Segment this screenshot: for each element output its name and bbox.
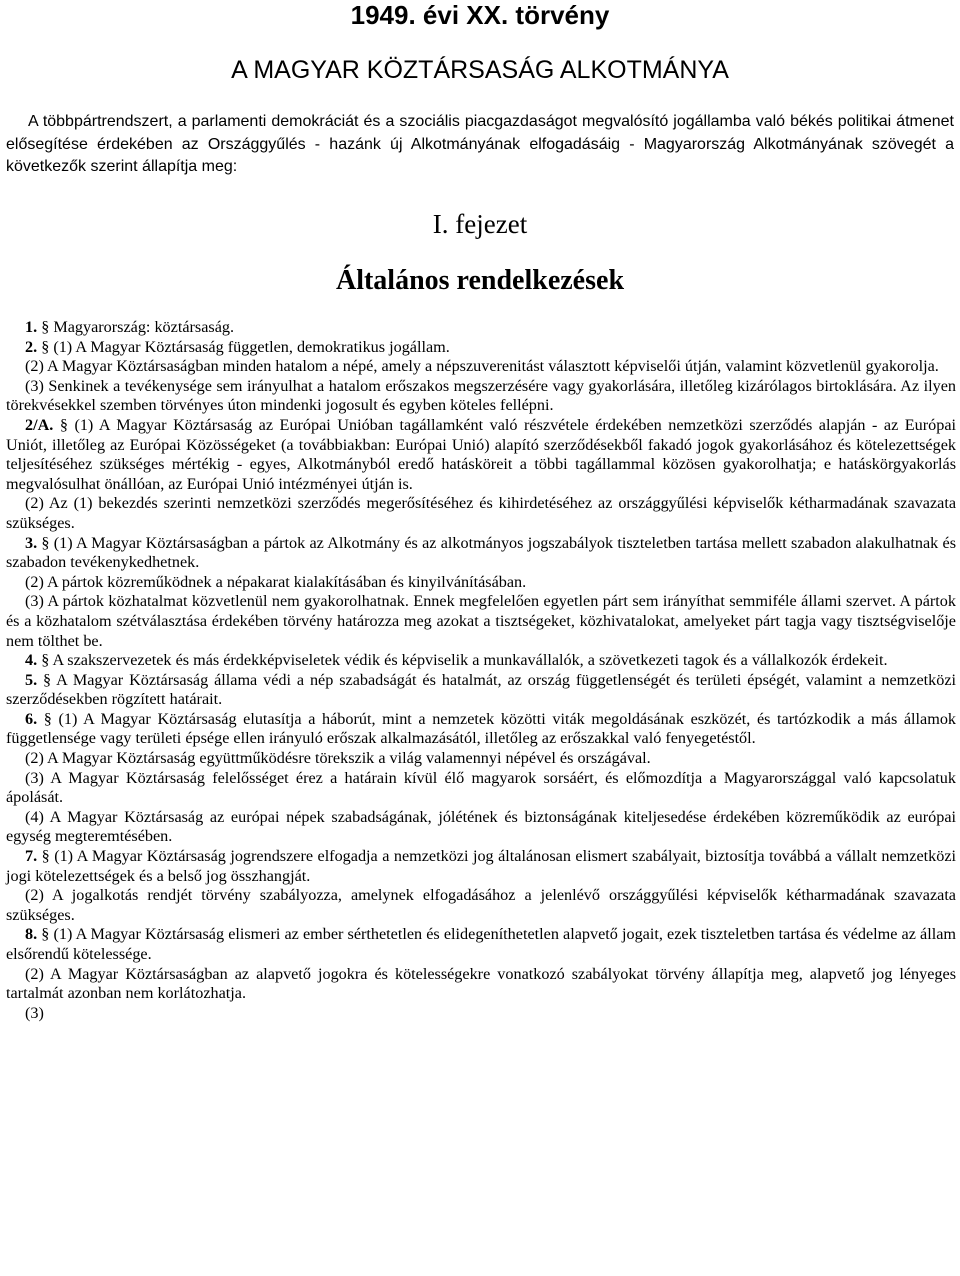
section-paragraph — [6, 338, 956, 358]
paragraph-text: (2) A pártok közreműködnek a népakarat kialakításában és kinyilvánításában. — [25, 572, 527, 591]
section-paragraph — [6, 534, 956, 573]
law-number: 1949. évi XX. törvény — [350, 0, 610, 30]
paragraph-text: Magyarország: köztársaság. — [53, 318, 235, 336]
section-paragraph — [6, 808, 956, 847]
paragraph-text: (1) A Magyar Köztársaság független, demokratikus jogállam. — [53, 337, 450, 356]
paragraph-text: (4) A Magyar Köztársaság az európai népek szabadságának, jólétének és biztonságának kiteljesedése érdekében közreműködik az európai egység megteremtésében. — [6, 807, 956, 846]
paragraph-text: (3) Senkinek a tevékenysége sem irányulhat a hatalom erőszakos megszerzésére vagy gyakorlására, illetőleg kizárólagos birtoklására. Az ilyen törekvésekkel szemben törvényes úton mindenki jogosult és egyben köteles fellépni. — [6, 376, 956, 415]
paragraph-text: (2) A Magyar Köztársaság együttműködésre törekszik a világ valamennyi népével és országával. — [25, 749, 651, 768]
section-sign: § — [41, 651, 50, 670]
section-sign: § — [41, 925, 50, 944]
section-number: 6. — [25, 709, 38, 728]
section-paragraph — [6, 886, 956, 925]
section-sign: § — [43, 670, 52, 689]
section-paragraph — [6, 357, 956, 377]
section-number: 5. — [25, 670, 38, 689]
section-paragraph — [6, 671, 956, 710]
section-sign: § — [41, 318, 50, 336]
chapter-title: Általános rendelkezések — [335, 265, 625, 296]
section-sign: § — [43, 709, 52, 728]
section-paragraph — [6, 494, 956, 533]
preamble: A többpártrendszert, a parlamenti demokráciát és a szociális piacgazdaságot megvalósító jogállamba való békés politikai átmenet elősegítése érdekében az Országgyűlés - hazánk új Alkotmányának elfogadásáig - Magyarország Alkotmányának szövegét a következők szerint állapítja meg: — [6, 113, 954, 175]
section-number: 4. — [25, 651, 38, 670]
section-paragraph — [6, 925, 956, 964]
section-paragraph — [6, 377, 956, 416]
section-paragraph — [6, 847, 956, 886]
section-paragraph — [6, 965, 956, 1004]
section-list — [6, 318, 956, 1023]
section-paragraph — [6, 1004, 956, 1024]
section-paragraph — [6, 318, 956, 338]
section-number: 8. — [25, 925, 38, 944]
section-sign: § — [41, 533, 50, 552]
paragraph-text: (2) A Magyar Köztársaságban minden hatalom a népé, amely a népszuverenitást választott képviselői útján, valamint közvetlenül gyakorolja. — [25, 357, 939, 376]
section-paragraph — [6, 416, 956, 494]
paragraph-text: (1) A Magyar Köztársaság jogrendszere elfogadja a nemzetközi jog általánosan elismert szabályait, biztosítja továbbá a vállalt nemzetközi jogi kötelezettségek és a belső jog összhangját. — [6, 847, 957, 885]
paragraph-text: (2) A jogalkotás rendjét törvény szabályozza, amelynek elfogadásához a jelenlévő országgyűlési képviselők kétharmadának szavazata szükséges. — [6, 886, 956, 924]
paragraph-text: (3) A Magyar Köztársaság felelősséget érez a határain kívül élő magyarok sorsáért, és előmozdítja a Magyarországgal való kapcsolatuk ápolását. — [6, 768, 956, 807]
section-number: 2/A. — [25, 415, 54, 434]
paragraph-text: (2) A Magyar Köztársaságban az alapvető jogokra és kötelességekre vonatkozó szabályokat törvény állapítja meg, alapvető jog lényeges tartalmát azonban nem korlátozhatja. — [6, 964, 956, 1003]
paragraph-text: (3) A pártok közhatalmat közvetlenül nem gyakorolhatnak. Ennek megfelelően egyetlen párt sem irányíthat semmiféle állami szervet. A pártok és a közhatalom szétválasztása érdekében törvény határozza meg azokat a tisztségeket, közhivatalokat, amelyeket párt tagja vagy tisztségviselője nem tölthet be. — [6, 592, 956, 650]
section-sign: § — [41, 847, 50, 866]
paragraph-text: (1) A Magyar Köztársaságban a pártok az Alkotmány és az alkotmányos jogszabályok tiszteletben tartása mellett szabadon alakulhatnak és szabadon tevékenykedhetnek. — [6, 533, 957, 572]
section-number: 2. — [25, 337, 38, 356]
paragraph-text: (2) Az (1) bekezdés szerinti nemzetközi szerződés megerősítéséhez és kihirdetéséhez az országgyűlési képviselők kétharmadának szavazata szükséges. — [6, 494, 956, 532]
section-number: 7. — [25, 847, 38, 866]
section-paragraph — [6, 651, 956, 671]
paragraph-text: (1) A Magyar Köztársaság az Európai Unióban tagállamként való részvétele érdekében nemzetközi szerződés alapján - az Európai Uniót, illetőleg az Európai Közösségeket (a továbbiakban: Európai Unió) alapító szerződésekből fakadó jogok gyakorlásához és kötelezettségek teljesítéséhez szükséges mértékig - egyes, Alkotmányból eredő hatásköreit a többi tagállammal közösen gyakorolhatja; e hatáskörgyakorlás megvalósulhat önállóan, az Európai Unió intézményei útján is. — [6, 415, 957, 493]
section-number: 3. — [25, 533, 38, 552]
section-paragraph — [6, 573, 956, 593]
law-title: A MAGYAR KÖZTÁRSASÁG ALKOTMÁNYA — [231, 56, 729, 84]
section-sign: § — [59, 415, 68, 434]
section-number: 1. — [25, 318, 38, 336]
section-paragraph — [6, 769, 956, 808]
paragraph-text: A szakszervezetek és más érdekképviseletek védik és képviselik a munkavállalók, a szövetkezeti tagok és a vállalkozók érdekeit. — [52, 651, 888, 670]
paragraph-text: (3) — [25, 1003, 44, 1022]
section-sign: § — [41, 337, 50, 356]
paragraph-text: (1) A Magyar Köztársaság elismeri az ember sérthetetlen és elidegeníthetetlen alapvető jogait, ezek tiszteletben tartása és védelme az állam elsőrendű kötelessége. — [6, 925, 957, 963]
chapter-number: I. fejezet — [432, 209, 528, 239]
paragraph-text: A Magyar Köztársaság állama védi a nép szabadságát és hatalmát, az ország függetlenségét és területi épségét, valamint a nemzetközi szerződésekben rögzített határait. — [6, 670, 957, 709]
paragraph-text: (1) A Magyar Köztársaság elutasítja a háborút, mint a nemzetek közötti viták megoldásának eszközét, és tartózkodik a más államok függetlensége vagy területi épsége ellen irányuló erőszak alkalmazásától, illetőleg az erőszakkal való fenyegetéstől. — [6, 709, 957, 748]
section-paragraph — [6, 749, 956, 769]
section-paragraph — [6, 710, 956, 749]
section-paragraph — [6, 592, 956, 651]
